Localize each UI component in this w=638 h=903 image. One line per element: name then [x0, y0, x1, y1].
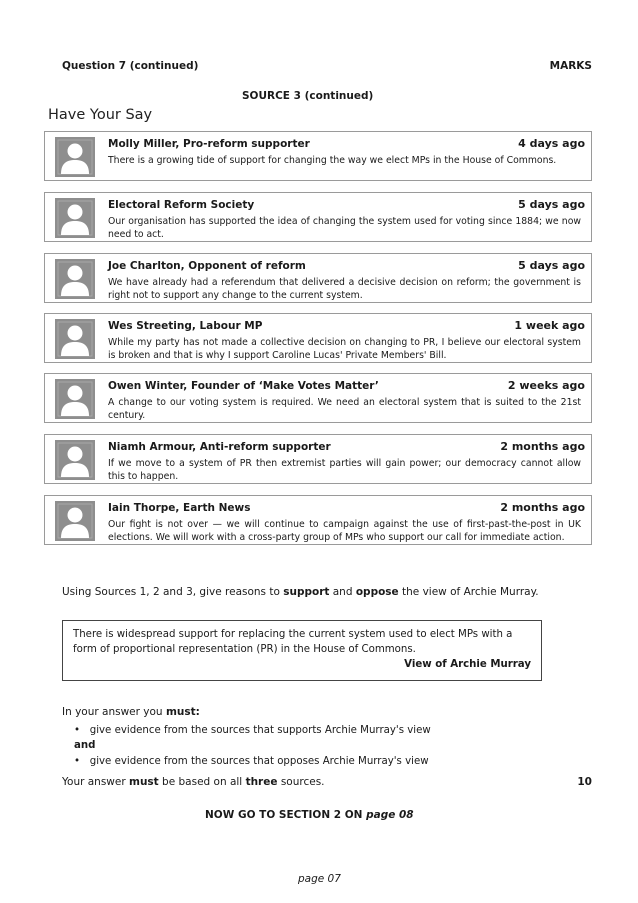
- section-title: Have Your Say: [48, 107, 153, 123]
- instructions-intro: [62, 706, 200, 718]
- question-marks: 10: [577, 776, 592, 788]
- comment-time: 2 weeks ago: [507, 379, 585, 392]
- go-to-text: NOW GO TO SECTION 2 ON: [205, 809, 367, 821]
- comment-author: Electoral Reform Society: [108, 199, 255, 211]
- comment-author: Niamh Armour, Anti-reform supporter: [108, 441, 331, 453]
- comment-text: There is a growing tide of support for changing the way we elect MPs in the House of Commons.: [108, 155, 557, 166]
- question-and: and: [329, 586, 356, 598]
- and-word: and: [74, 740, 96, 751]
- comment-text: A change to our voting system is required. We need an electoral system that is suited to the 21st century.: [108, 397, 581, 421]
- comment-text: Our organisation has supported the idea of changing the system used for voting since 1884; we now need to act.: [108, 216, 581, 240]
- based-on-line: [62, 776, 325, 788]
- bullet-support: • give evidence from the sources that supports Archie Murray's view: [74, 725, 431, 736]
- question-oppose: oppose: [355, 586, 399, 598]
- comment-text: Our fight is not over — we will continue to campaign against the use of first-past-the-post in UK elections. We will work with a cross-party group of MPs who support our call for immediate action.: [108, 519, 581, 543]
- comment-author: Molly Miller, Pro-reform supporter: [108, 138, 310, 150]
- question-label: Question 7 (continued): [62, 60, 199, 72]
- comment-text: If we move to a system of PR then extremist parties will gain power; our democracy cannot allow this to happen.: [108, 458, 581, 482]
- question-support: support: [283, 586, 330, 598]
- comment-time: 2 months ago: [500, 501, 585, 514]
- based-three: three: [245, 776, 278, 788]
- comment-author: Joe Charlton, Opponent of reform: [108, 260, 306, 272]
- source-title: SOURCE 3 (continued): [242, 90, 374, 102]
- based-text-c: sources.: [277, 776, 325, 788]
- based-text-b: be based on all: [158, 776, 246, 788]
- comment-card: [44, 253, 592, 303]
- marks-label: MARKS: [549, 60, 592, 72]
- view-signature: View of Archie Murray: [404, 659, 531, 670]
- bullet-oppose: • give evidence from the sources that opposes Archie Murray's view: [74, 756, 429, 767]
- based-must: must: [129, 776, 159, 788]
- comment-card: [44, 434, 592, 484]
- bullet-support-text: give evidence from the sources that supports Archie Murray's view: [89, 725, 431, 736]
- user-avatar-icon: [55, 379, 95, 419]
- comment-author: Wes Streeting, Labour MP: [108, 320, 263, 332]
- user-avatar-icon: [55, 198, 95, 238]
- comment-time: 5 days ago: [518, 259, 585, 272]
- user-avatar-icon: [55, 319, 95, 359]
- comment-card: [44, 495, 592, 545]
- comment-text: We have already had a referendum that delivered a decisive decision on reform; the government is right not to support any change to the current system.: [108, 277, 581, 301]
- intro-text: In your answer you: [62, 706, 166, 718]
- view-text: There is widespread support for replacing the current system used to elect MPs with a form of proportional representation (PR) in the House of Commons.: [73, 629, 513, 655]
- comment-author: Owen Winter, Founder of ‘Make Votes Matter’: [108, 380, 379, 392]
- comment-card: [44, 373, 592, 423]
- comment-time: 4 days ago: [518, 137, 585, 150]
- user-avatar-icon: [55, 259, 95, 299]
- question-prompt: [62, 586, 539, 598]
- comment-author: Iain Thorpe, Earth News: [108, 502, 251, 514]
- user-avatar-icon: [55, 501, 95, 541]
- comment-time: 2 months ago: [500, 440, 585, 453]
- comment-card: [44, 313, 592, 363]
- view-box: [62, 620, 542, 681]
- go-to-section: [205, 809, 414, 821]
- go-to-page: page 08: [366, 809, 414, 821]
- page-number: page 07: [298, 873, 341, 885]
- user-avatar-icon: [55, 137, 95, 177]
- comment-text: While my party has not made a collective decision on changing to PR, I believe our electoral system is broken and that is why I support Caroline Lucas' Private Members' Bill.: [108, 337, 581, 361]
- user-avatar-icon: [55, 440, 95, 480]
- based-text-a: Your answer: [62, 776, 130, 788]
- comment-card: [44, 192, 592, 242]
- comment-card: [44, 131, 592, 181]
- bullet-oppose-text: give evidence from the sources that opposes Archie Murray's view: [89, 756, 429, 767]
- question-text-2: the view of Archie Murray.: [398, 586, 539, 598]
- comment-time: 1 week ago: [514, 319, 585, 332]
- comment-time: 5 days ago: [518, 198, 585, 211]
- intro-must: must:: [165, 706, 200, 718]
- question-text-1: Using Sources 1, 2 and 3, give reasons to: [62, 586, 284, 598]
